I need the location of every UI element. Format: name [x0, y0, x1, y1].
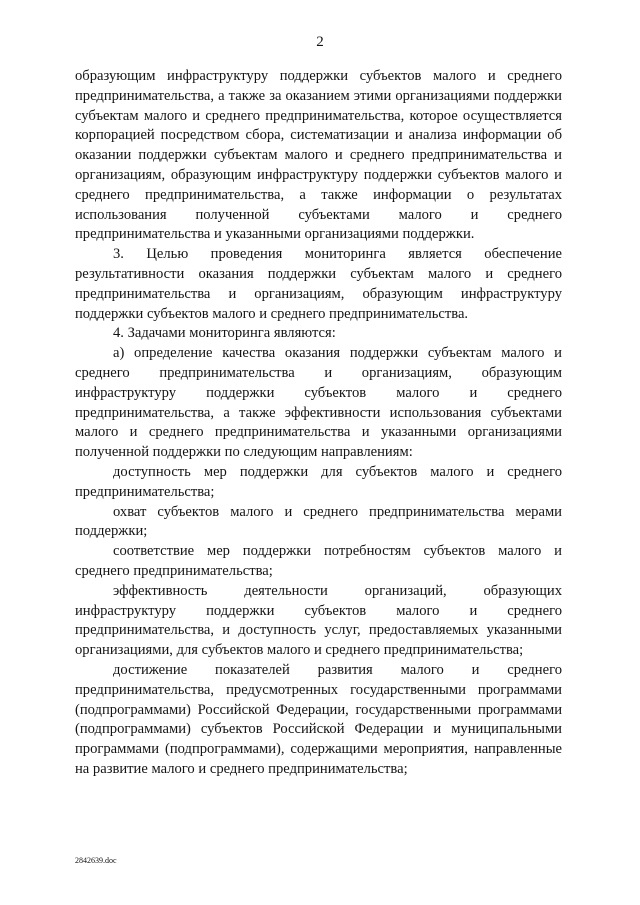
- paragraph-direction-coverage: охват субъектов малого и среднего предпринимательства мерами поддержки;: [75, 503, 562, 540]
- file-name-footer: 2842639.doc: [75, 856, 117, 865]
- paragraph-item-3-goal: 3. Целью проведения мониторинга является обеспечение результативности оказания поддержки субъектам малого и среднего предпринимательства и организациям, образующим инфраструктуру поддержки субъектов малого и среднего предпринимательства.: [75, 246, 562, 322]
- paragraph-direction-indicators: достижение показателей развития малого и среднего предпринимательства, предусмотренных государственными программами (подпрограммами) Российской Федерации, государственными программами (подпрограммами) субъектов Российской Федерации и муниципальными программами (подпрограммами), содержащими мероприятия, направленные на развитие малого и среднего предпринимательства;: [75, 661, 562, 777]
- page-number: 2: [316, 34, 324, 50]
- paragraph-direction-accessibility: доступность мер поддержки для субъектов малого и среднего предпринимательства;: [75, 463, 562, 500]
- paragraph-direction-conformity: соответствие мер поддержки потребностям субъектов малого и среднего предпринимательства;: [75, 543, 562, 579]
- paragraph-item-4-tasks: 4. Задачами мониторинга являются:: [113, 325, 336, 342]
- paragraph-direction-efficiency: эффективность деятельности организаций, образующих инфраструктуру поддержки субъектов малого и среднего предпринимательства, и доступность услуг, предоставляемых указанными организациями, для субъектов малого и среднего предпринимательства;: [75, 582, 562, 659]
- paragraph-intro-continuation: образующим инфраструктуру поддержки субъектов малого и среднего предпринимательства, а также за оказанием этими организациями поддержки субъектам малого и среднего предпринимательства, которое осуществляется корпорацией посредством сбора, систематизации и анализа информации об оказании поддержки субъектам малого и среднего предпринимательства и организациям, образующим инфраструктуру поддержки субъектов малого и среднего предпринимательства, а также информации о результатах использования полученной субъектами малого и среднего предпринимательства и указанными организациями поддержки.: [75, 68, 562, 243]
- paragraph-subitem-a: а) определение качества оказания поддержки субъектам малого и среднего предпринимательства и организациям, образующим инфраструктуру поддержки субъектов малого и среднего предпринимательства, а также эффективности использования субъектами малого и среднего предпринимательства и указанными организациями полученной поддержки по следующим направлениям:: [75, 345, 562, 461]
- document-body: [75, 67, 562, 780]
